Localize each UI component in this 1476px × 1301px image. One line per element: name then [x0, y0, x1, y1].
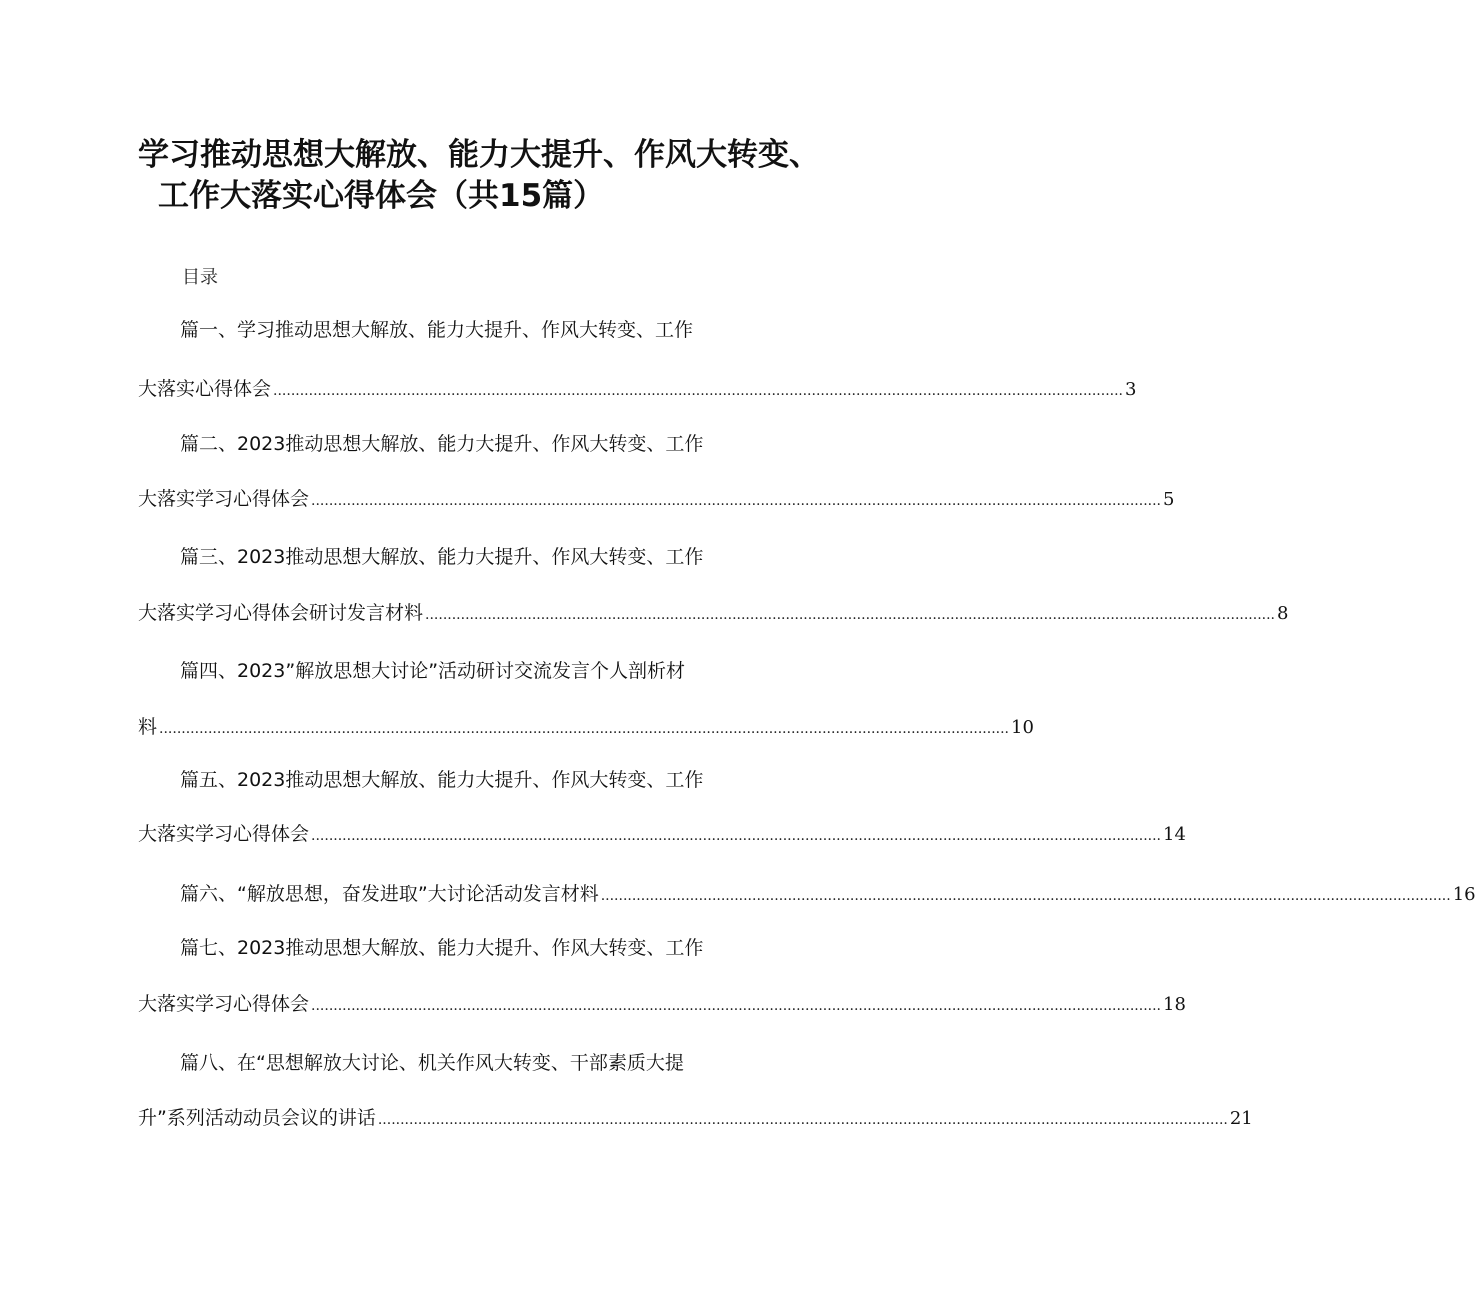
dot-leader: ...............................................................................................................................................................................................	[311, 998, 1162, 1014]
toc-page-number: 21	[1229, 1108, 1253, 1129]
toc-entry-3-line-2[interactable]	[138, 599, 1289, 629]
toc-entry-text: 大落实学习心得体会	[138, 488, 310, 510]
toc-entry-text: 大落实学习心得体会研讨发言材料	[138, 602, 424, 624]
toc-page-number: 16	[1452, 884, 1476, 905]
toc-page-number: 10	[1011, 717, 1034, 738]
toc-entry-1-line-1[interactable]: 篇一、学习推动思想大解放、能力大提升、作风大转变、工作	[180, 319, 694, 341]
document-title-line-2: 工作大落实心得体会（共15篇）	[158, 178, 605, 214]
dot-leader: ...............................................................................................................................................................................................	[600, 888, 1451, 904]
toc-page-number: 5	[1163, 489, 1175, 510]
toc-entry-8-line-1[interactable]: 篇八、在“思想解放大讨论、机关作风大转变、干部素质大提	[180, 1052, 684, 1074]
document-title-line-1: 学习推动思想大解放、能力大提升、作风大转变、	[138, 137, 820, 173]
toc-entry-2-line-1[interactable]: 篇二、2023推动思想大解放、能力大提升、作风大转变、工作	[180, 433, 704, 455]
toc-page-number: 18	[1163, 994, 1186, 1015]
toc-entry-6[interactable]	[180, 880, 1476, 910]
dot-leader: ...............................................................................................................................................................................................	[311, 493, 1162, 509]
toc-entry-7-line-1[interactable]: 篇七、2023推动思想大解放、能力大提升、作风大转变、工作	[180, 937, 704, 959]
dot-leader: ...............................................................................................................................................................................................	[311, 828, 1162, 844]
toc-entry-text: 篇六、“解放思想，奋发进取”大讨论活动发言材料	[180, 883, 599, 905]
toc-entry-7-line-2[interactable]	[138, 990, 1186, 1020]
toc-entry-text: 大落实学习心得体会	[138, 993, 310, 1015]
toc-entry-8-line-2[interactable]	[138, 1104, 1253, 1134]
toc-page-number: 8	[1277, 603, 1289, 624]
toc-entry-text: 升”系列活动动员会议的讲话	[138, 1107, 376, 1129]
toc-entry-3-line-1[interactable]: 篇三、2023推动思想大解放、能力大提升、作风大转变、工作	[180, 546, 704, 568]
toc-entry-1-line-2[interactable]	[138, 375, 1137, 405]
dot-leader: ...............................................................................................................................................................................................	[273, 383, 1124, 399]
dot-leader: ...............................................................................................................................................................................................	[377, 1112, 1228, 1128]
toc-entry-5-line-1[interactable]: 篇五、2023推动思想大解放、能力大提升、作风大转变、工作	[180, 769, 704, 791]
toc-page-number: 14	[1163, 824, 1186, 845]
toc-entry-4-line-2[interactable]	[138, 713, 1034, 743]
toc-entry-text: 大落实心得体会	[138, 378, 272, 400]
toc-entry-text: 大落实学习心得体会	[138, 823, 310, 845]
toc-entry-2-line-2[interactable]	[138, 485, 1175, 515]
toc-heading: 目录	[182, 267, 218, 288]
toc-entry-text: 料	[138, 716, 158, 738]
dot-leader: ...............................................................................................................................................................................................	[159, 721, 1010, 737]
dot-leader: ...............................................................................................................................................................................................	[425, 607, 1276, 623]
toc-page-number: 3	[1125, 379, 1137, 400]
toc-entry-5-line-2[interactable]	[138, 820, 1186, 850]
toc-entry-4-line-1[interactable]: 篇四、2023”解放思想大讨论”活动研讨交流发言个人剖析材	[180, 660, 686, 682]
